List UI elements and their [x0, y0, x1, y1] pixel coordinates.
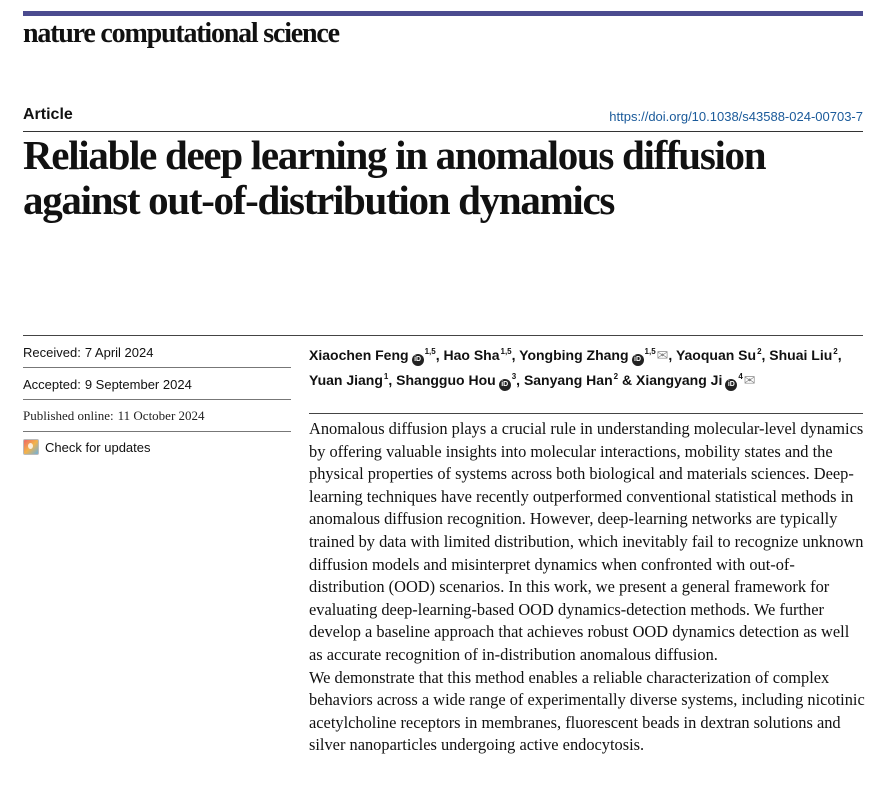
author[interactable] [443, 347, 511, 363]
author-name: Yongbing Zhang [519, 347, 629, 363]
author[interactable] [769, 347, 837, 363]
journal-name[interactable]: nature computational science [23, 18, 339, 49]
affiliation-number: 1,5 [424, 347, 436, 356]
received-label: Received: [23, 344, 81, 360]
author-name: Xiangyang Ji [635, 372, 723, 388]
affiliation-number: 1 [383, 372, 389, 381]
article-dates [23, 336, 291, 462]
author[interactable] [636, 372, 756, 388]
accepted-value: 9 September 2024 [84, 376, 192, 392]
doi-link[interactable]: https://doi.org/10.1038/s43588-024-00703-7 [609, 109, 863, 124]
author[interactable] [676, 347, 762, 363]
author-name: Yuan Jiang [309, 372, 383, 388]
author[interactable] [524, 372, 618, 388]
author-name: Xiaochen Feng [309, 347, 409, 363]
abstract-divider [309, 413, 863, 414]
affiliation-number: 3 [511, 372, 517, 381]
author-name: Shangguo Hou [396, 372, 496, 388]
orcid-icon[interactable]: iD [412, 354, 424, 366]
published-value: 11 October 2024 [117, 408, 205, 423]
affiliation-number: 1,5 [644, 347, 656, 356]
abstract-paragraph: Anomalous diffusion plays a crucial rule in understanding molecular-level dynamics by offering valuable insights into molecular interactions, mobility states and the physical properties of systems across both biological and materials sciences. Deep-learning techniques have recently outperformed conventional statistical methods in anomalous diffusion recognition. However, deep-learning networks are typically trained by data with limited distribution, which inevitably fail to recognize unknown diffusion models and misinterpret dynamics when confronted with out-of-distribution (OOD) scenarios. In this work, we present a general framework for evaluating deep-learning-based OOD dynamics-detection methods. We further develop a baseline approach that achieves robust OOD dynamics detection as well as accurate recognition of in-distribution anomalous diffusion. [309, 419, 864, 664]
abstract [309, 418, 865, 757]
email-icon[interactable]: ✉ [743, 372, 756, 388]
abstract-paragraph: We demonstrate that this method enables a reliable characterization of complex behaviors across a wide range of experimentally diverse systems, including nicotinic acetylcholine receptors in membranes, fluorescent beads in dextran solutions and silver nanoparticles undergoing active endocytosis. [309, 667, 865, 755]
article-title: Reliable deep learning in anomalous diffusion against out-of-distribution dynamics [23, 132, 766, 223]
check-for-updates-label: Check for updates [45, 439, 151, 455]
affiliation-number: 1,5 [500, 347, 512, 356]
received-value: 7 April 2024 [84, 344, 154, 360]
affiliation-number: 2 [613, 372, 619, 381]
author[interactable] [396, 372, 516, 388]
author-list: Xiaochen Feng iD$^{1,5}$, Hao Sha$^{1,5}$, Yongbing Zhang iD$^{1,5}$✉, Yaoquan Su$^2$, Shuai Liu$^2$, Yuan Jiang$^1$, Shangguo Hou $iD^3$, Sanyang Han$^2$ & Xiangyang Ji $iD^4✉$ [309, 341, 864, 391]
orcid-icon[interactable]: iD [632, 354, 644, 366]
orcid-icon[interactable]: iD [725, 379, 737, 391]
article-type-label: Article [23, 106, 73, 123]
author-name: Sanyang Han [523, 372, 613, 388]
check-for-updates-button[interactable] [23, 432, 291, 462]
accepted-label: Accepted: [23, 376, 81, 392]
email-icon[interactable]: ✉ [656, 347, 669, 363]
received-date [23, 336, 291, 368]
accepted-date [23, 368, 291, 400]
author[interactable] [309, 347, 436, 363]
affiliation-number: 2 [757, 347, 762, 356]
published-label: Published online: [23, 408, 114, 423]
author-name: Shuai Liu [769, 347, 833, 363]
orcid-icon[interactable]: iD [499, 379, 511, 391]
author-name: Hao Sha [443, 347, 500, 363]
author-name: Yaoquan Su [675, 347, 757, 363]
author[interactable] [309, 372, 388, 388]
journal-header-bar [23, 11, 863, 16]
affiliation-number: 4 [738, 372, 743, 381]
author[interactable] [519, 347, 668, 363]
affiliation-number: 2 [833, 347, 838, 356]
published-date [23, 400, 291, 432]
crossmark-icon [23, 439, 39, 455]
